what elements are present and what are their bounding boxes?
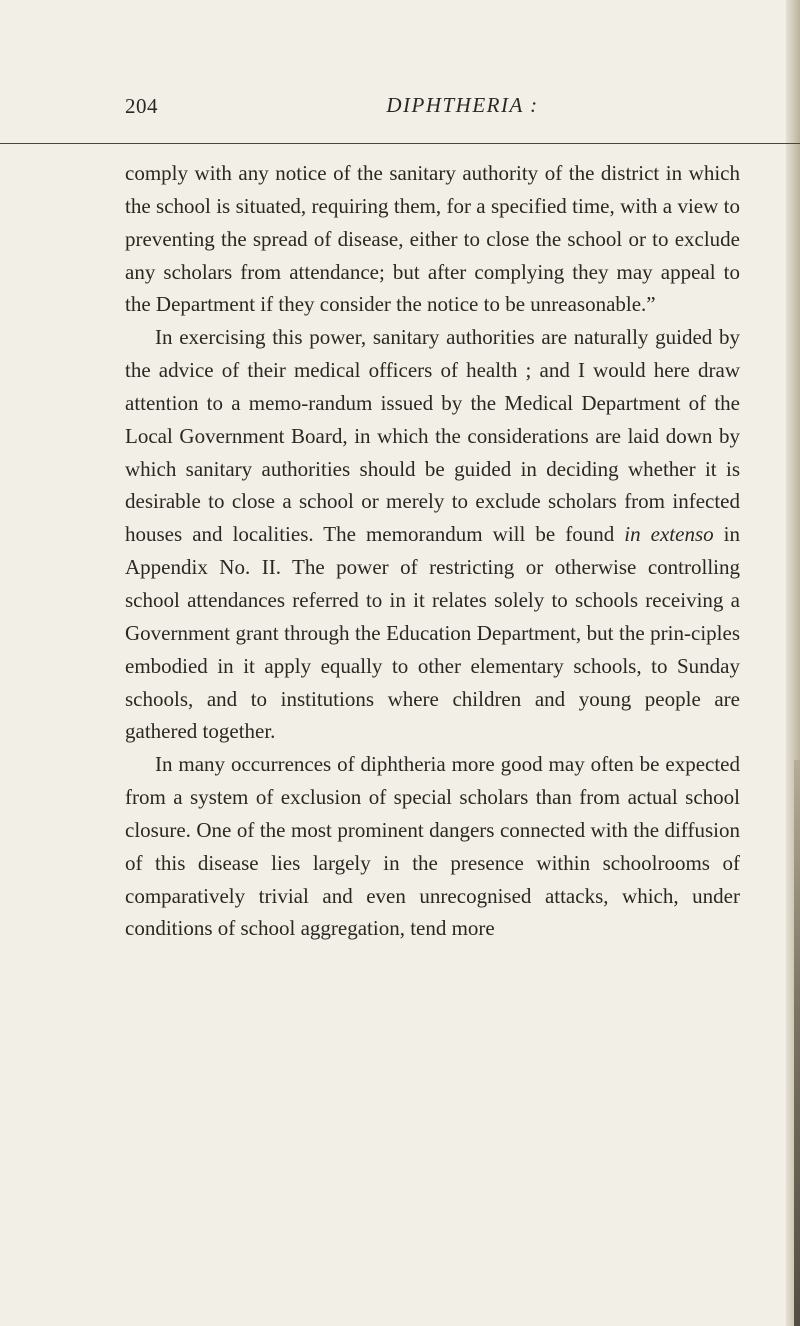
paragraph-3: In many occurrences of diphtheria more good may often be expected from a system of exclusion of special scholars than from actual school closure. One of the most prominent dangers connected with the diffusion of this disease lies largely in the presence within schoolrooms of comparatively trivial and even unrecognised attacks, which, under conditions of school aggregation, tend more xyxy=(125,752,740,941)
paragraph-1: comply with any notice of the sanitary authority of the district in which the school is situated, requiring them, for a specified time, with a view to preventing the spread of disease, either to close the school or to exclude any scholars from attendance; but after complying they may appeal to the Department if they consider the notice to be unreasonable.” xyxy=(125,161,740,317)
page-edge-dark-strip xyxy=(794,760,800,1326)
running-head: DIPHTHERIA : xyxy=(386,93,539,117)
paragraph-2-italic-phrase: in extenso xyxy=(624,522,714,547)
paragraph-2-text-after: in Appendix No. II. The power of restricting or otherwise controlling school attendances referred to in it relates solely to schools receiving a Government grant through the Education Department, but the prin-ciples embodied in it apply equally to other elementary schools, to Sunday schools, and to institutions where children and young people are gathered together. xyxy=(125,522,741,744)
header-rule xyxy=(0,143,800,144)
paragraph-2 xyxy=(125,321,740,748)
body-text xyxy=(125,157,740,945)
page-number: 204 xyxy=(125,94,158,118)
paragraph-2-text-before: In exercising this power, sanitary authorities are naturally guided by the advice of their medical officers of health ; and I would here draw attention to a memo-randum issued by the Medical Department of the Local Government Board, in which the considerations are laid down by which sanitary authorities should be guided in deciding whether it is desirable to close a school or merely to exclude scholars from infected houses and localities. The memorandum will be found xyxy=(125,325,740,547)
page-header xyxy=(125,84,740,124)
